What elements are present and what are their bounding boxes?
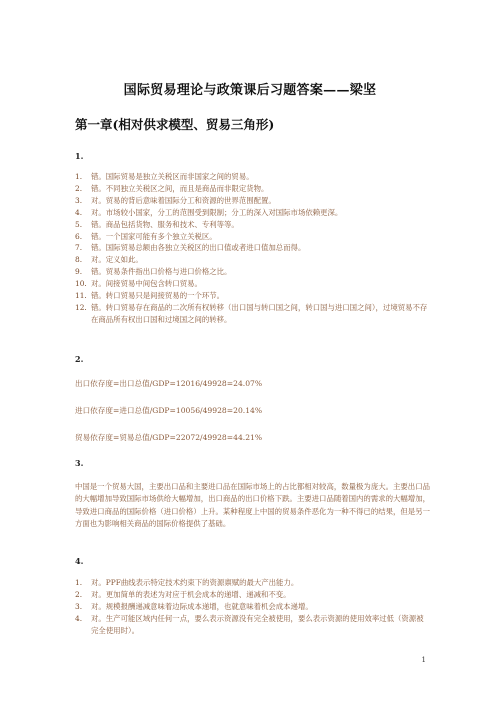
- item-number: 6.: [75, 231, 83, 241]
- item-number: 10.: [75, 279, 87, 289]
- page-number: 1: [421, 656, 426, 664]
- item-number: 5.: [75, 219, 83, 229]
- question-1-item: [75, 290, 430, 302]
- question-1-item: [75, 207, 430, 219]
- item-text: 错。商品包括货物、服务和技术、专利等等。: [91, 219, 239, 229]
- item-number: 2.: [75, 183, 83, 193]
- question-1-item: [75, 266, 430, 278]
- item-text: 对。PPF曲线表示特定技术约束下的资源禀赋的最大产出能力。: [91, 578, 299, 587]
- question-1-item: [75, 183, 430, 195]
- item-text: 对。市场较小国家，分工的范围受到限制；分工的深入对国际市场依赖更深。: [91, 207, 343, 217]
- item-text: 对。更加简单的表述为对应于机会成本的递增、递减和不变。: [91, 589, 291, 599]
- document-title: 国际贸易理论与政策课后习题答案——梁坚: [123, 83, 377, 98]
- item-text: 对。贸易的背后意味着国际分工和资源的世界范围配置。: [91, 195, 276, 205]
- question-1-item: [75, 219, 430, 231]
- item-text: 错。转口贸易只是间接贸易的一个环节。: [91, 291, 225, 301]
- question-1-item: [75, 171, 430, 183]
- item-number: 3.: [75, 601, 83, 611]
- question-1-item: [75, 254, 430, 266]
- item-text: 错。一个国家可能有多个独立关税区。: [91, 231, 217, 241]
- item-number: 2.: [75, 589, 83, 599]
- question-4-item: [75, 601, 430, 613]
- question-4-item: [75, 589, 430, 601]
- question-3-paragraph: 中国是一个贸易大国，主要出口品和主要进口品在国际市场上的占比都相对较高，数量极为庞大。主要出口品的大幅增加导致国际市场供给大幅增加，出口商品的出口价格下跌。主要进口品随着国内的需求的大幅增加，导致进口商品的国际价格（进口价格）上升。某种程度上中国的贸易条件恶化为一种不得已的结果，但是另一方面也为影响相关商品的国际价格提供了基础。: [75, 482, 430, 529]
- item-text: 错。国际贸易总额由各独立关税区的出口值或者进口值加总而得。: [91, 243, 306, 253]
- item-number: 1.: [75, 578, 83, 587]
- question-1-item: [75, 302, 430, 326]
- question-3-label: 3.: [75, 458, 84, 468]
- item-number: 11.: [75, 291, 87, 301]
- item-text: 对。规模报酬递减意味着边际成本递增，也就意味着机会成本递增。: [91, 601, 313, 611]
- question-1-list: [75, 171, 430, 326]
- question-4-label: 4.: [75, 556, 84, 566]
- question-1-item: [75, 195, 430, 207]
- trade-dependency-line: 贸易依存度=贸易总值/GDP=22072/49928=44.21%: [75, 433, 263, 442]
- question-4-list: [75, 577, 430, 637]
- item-text: 错。贸易条件指出口价格与进口价格之比。: [91, 267, 232, 277]
- item-text: 错。不同独立关税区之间，而且是商品而非限定货物。: [91, 183, 269, 193]
- question-1-item: [75, 278, 430, 290]
- question-4-item: [75, 577, 430, 589]
- item-text: 对。间接贸易中间包含转口贸易。: [91, 279, 202, 289]
- item-text: 错。国际贸易是独立关税区而非国家之间的贸易。: [91, 172, 254, 181]
- item-number: 3.: [75, 195, 83, 205]
- question-1-item: [75, 231, 430, 243]
- item-number: 1.: [75, 172, 83, 181]
- item-number: 12.: [75, 302, 87, 312]
- item-text: 对。定义如此。: [91, 255, 143, 265]
- question-2-label: 2.: [75, 354, 84, 364]
- item-number: 8.: [75, 255, 83, 265]
- item-text: 错。转口贸易存在商品的二次所有权转移（出口国与转口国之间，转口国与进口国之间），过境贸易不存在商品所有权出口国和过境国之间的转移。: [91, 302, 428, 324]
- question-4-item: [75, 613, 430, 637]
- item-number: 9.: [75, 267, 83, 277]
- item-number: 4.: [75, 613, 83, 623]
- item-number: 4.: [75, 207, 83, 217]
- item-text: 对。生产可能区域内任何一点，要么表示资源没有完全被使用，要么表示资源的使用效率过低（资源被完全使用时）。: [91, 613, 424, 635]
- chapter-heading: 第一章(相对供求模型、贸易三角形): [75, 117, 275, 132]
- question-1-item: [75, 242, 430, 254]
- question-1-label: 1.: [75, 151, 84, 161]
- item-number: 7.: [75, 243, 83, 253]
- export-dependency-line: 出口依存度=出口总值/GDP=12016/49928=24.07%: [75, 379, 263, 388]
- import-dependency-line: 进口依存度=进口总值/GDP=10056/49928=20.14%: [75, 406, 263, 415]
